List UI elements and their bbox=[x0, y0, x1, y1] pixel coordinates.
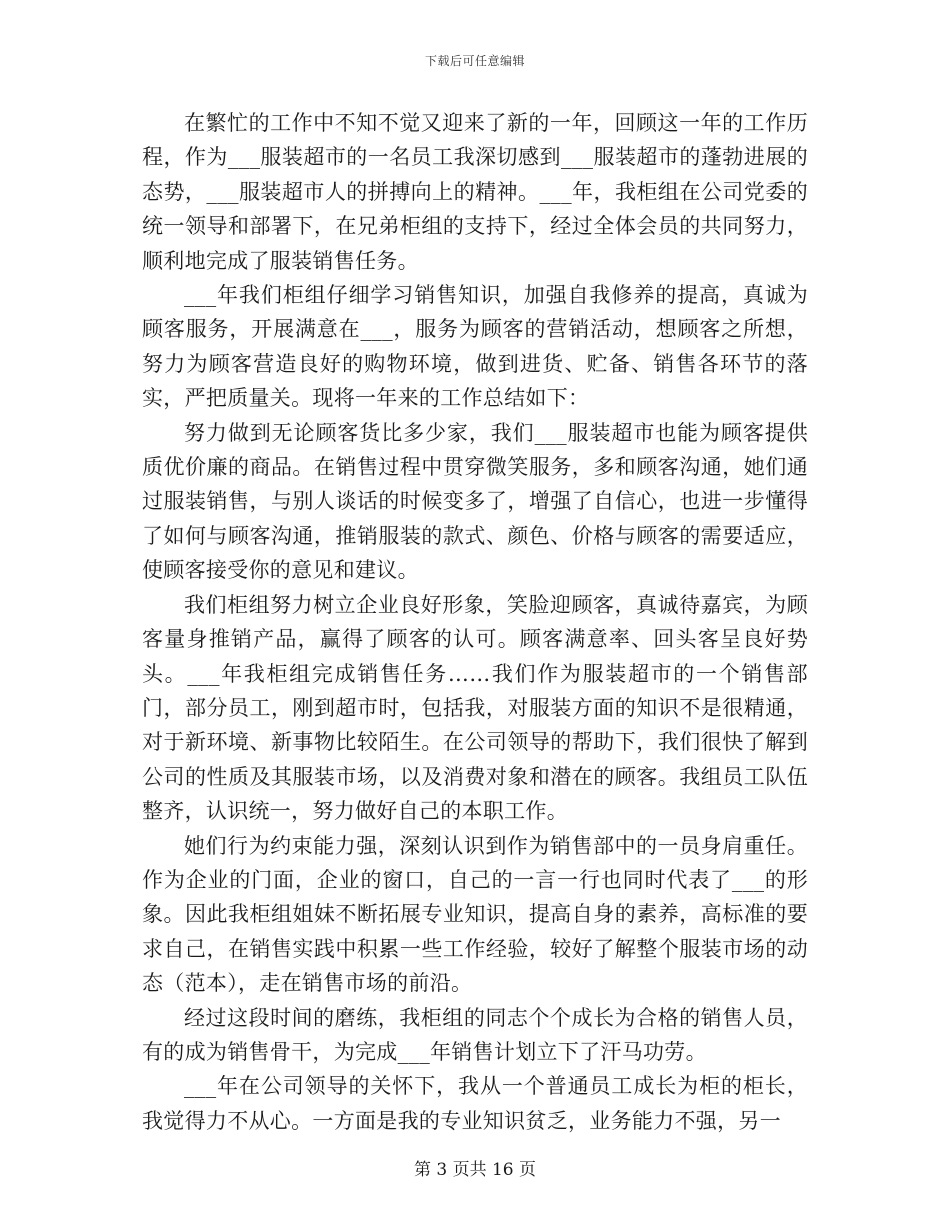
paragraph-5: 她们行为约束能力强，深刻认识到作为销售部中的一员身肩重任。作为企业的门面，企业的窗口，自己的一言一行也同时代表了___的形象。因此我柜组姐妹不断拓展专业知识，提高自身的素养，高标准的要求自己，在销售实践中积累一些工作经验，较好了解整个服装市场的动态（范本），走在销售市场的前沿。 bbox=[142, 833, 808, 996]
paragraph-1: 在繁忙的工作中不知不觉又迎来了新的一年，回顾这一年的工作历程，作为___服装超市的一名员工我深切感到___服装超市的蓬勃进展的态势，___服装超市人的拼搏向上的精神。___年，我柜组在公司党委的统一领导和部署下，在兄弟柜组的支持下，经过全体会员的共同努力，顺利地完成了服装销售任务。 bbox=[142, 111, 808, 273]
paragraph-3: 努力做到无论顾客货比多少家，我们___服装超市也能为顾客提供质优价廉的商品。在销售过程中贯穿微笑服务，多和顾客沟通，她们通过服装销售，与别人谈话的时候变多了，增强了自信心，也进一步懂得了如何与顾客沟通，推销服装的款式、颜色、价格与顾客的需要适应，使顾客接受你的意见和建议。 bbox=[142, 420, 808, 583]
page-footer: 第 3 页共 16 页 bbox=[413, 1160, 537, 1180]
page-header: 下载后可任意编辑 bbox=[424, 54, 525, 68]
paragraph-7: ___年在公司领导的关怀下，我从一个普通员工成长为柜的柜长，我觉得力不从心。一方面是我的专业知识贫乏，业务能力不强，另一 bbox=[142, 1074, 808, 1133]
paragraph-2: ___年我们柜组仔细学习销售知识，加强自我修养的提高，真诚为顾客服务，开展满意在___，服务为顾客的营销活动，想顾客之所想，努力为顾客营造良好的购物环境，做到进货、贮备、销售各环节的落实，严把质量关。现将一年来的工作总结如下： bbox=[142, 283, 808, 411]
document-body bbox=[142, 106, 808, 1138]
paragraph-4: 我们柜组努力树立企业良好形象，笑脸迎顾客，真诚待嘉宾，为顾客量身推销产品，赢得了顾客的认可。顾客满意率、回头客呈良好势头。___年我柜组完成销售任务……我们作为服装超市的一个销售部门，部分员工，刚到超市时，包括我，对服装方面的知识不是很精通，对于新环境、新事物比较陌生。在公司领导的帮助下，我们很快了解到公司的性质及其服装市场，以及消费对象和潜在的顾客。我组员工队伍整齐，认识统一，努力做好自己的本职工作。 bbox=[142, 592, 808, 824]
paragraph-6: 经过这段时间的磨练，我柜组的同志个个成长为合格的销售人员，有的成为销售骨干，为完成___年销售计划立下了汗马功劳。 bbox=[142, 1005, 808, 1064]
